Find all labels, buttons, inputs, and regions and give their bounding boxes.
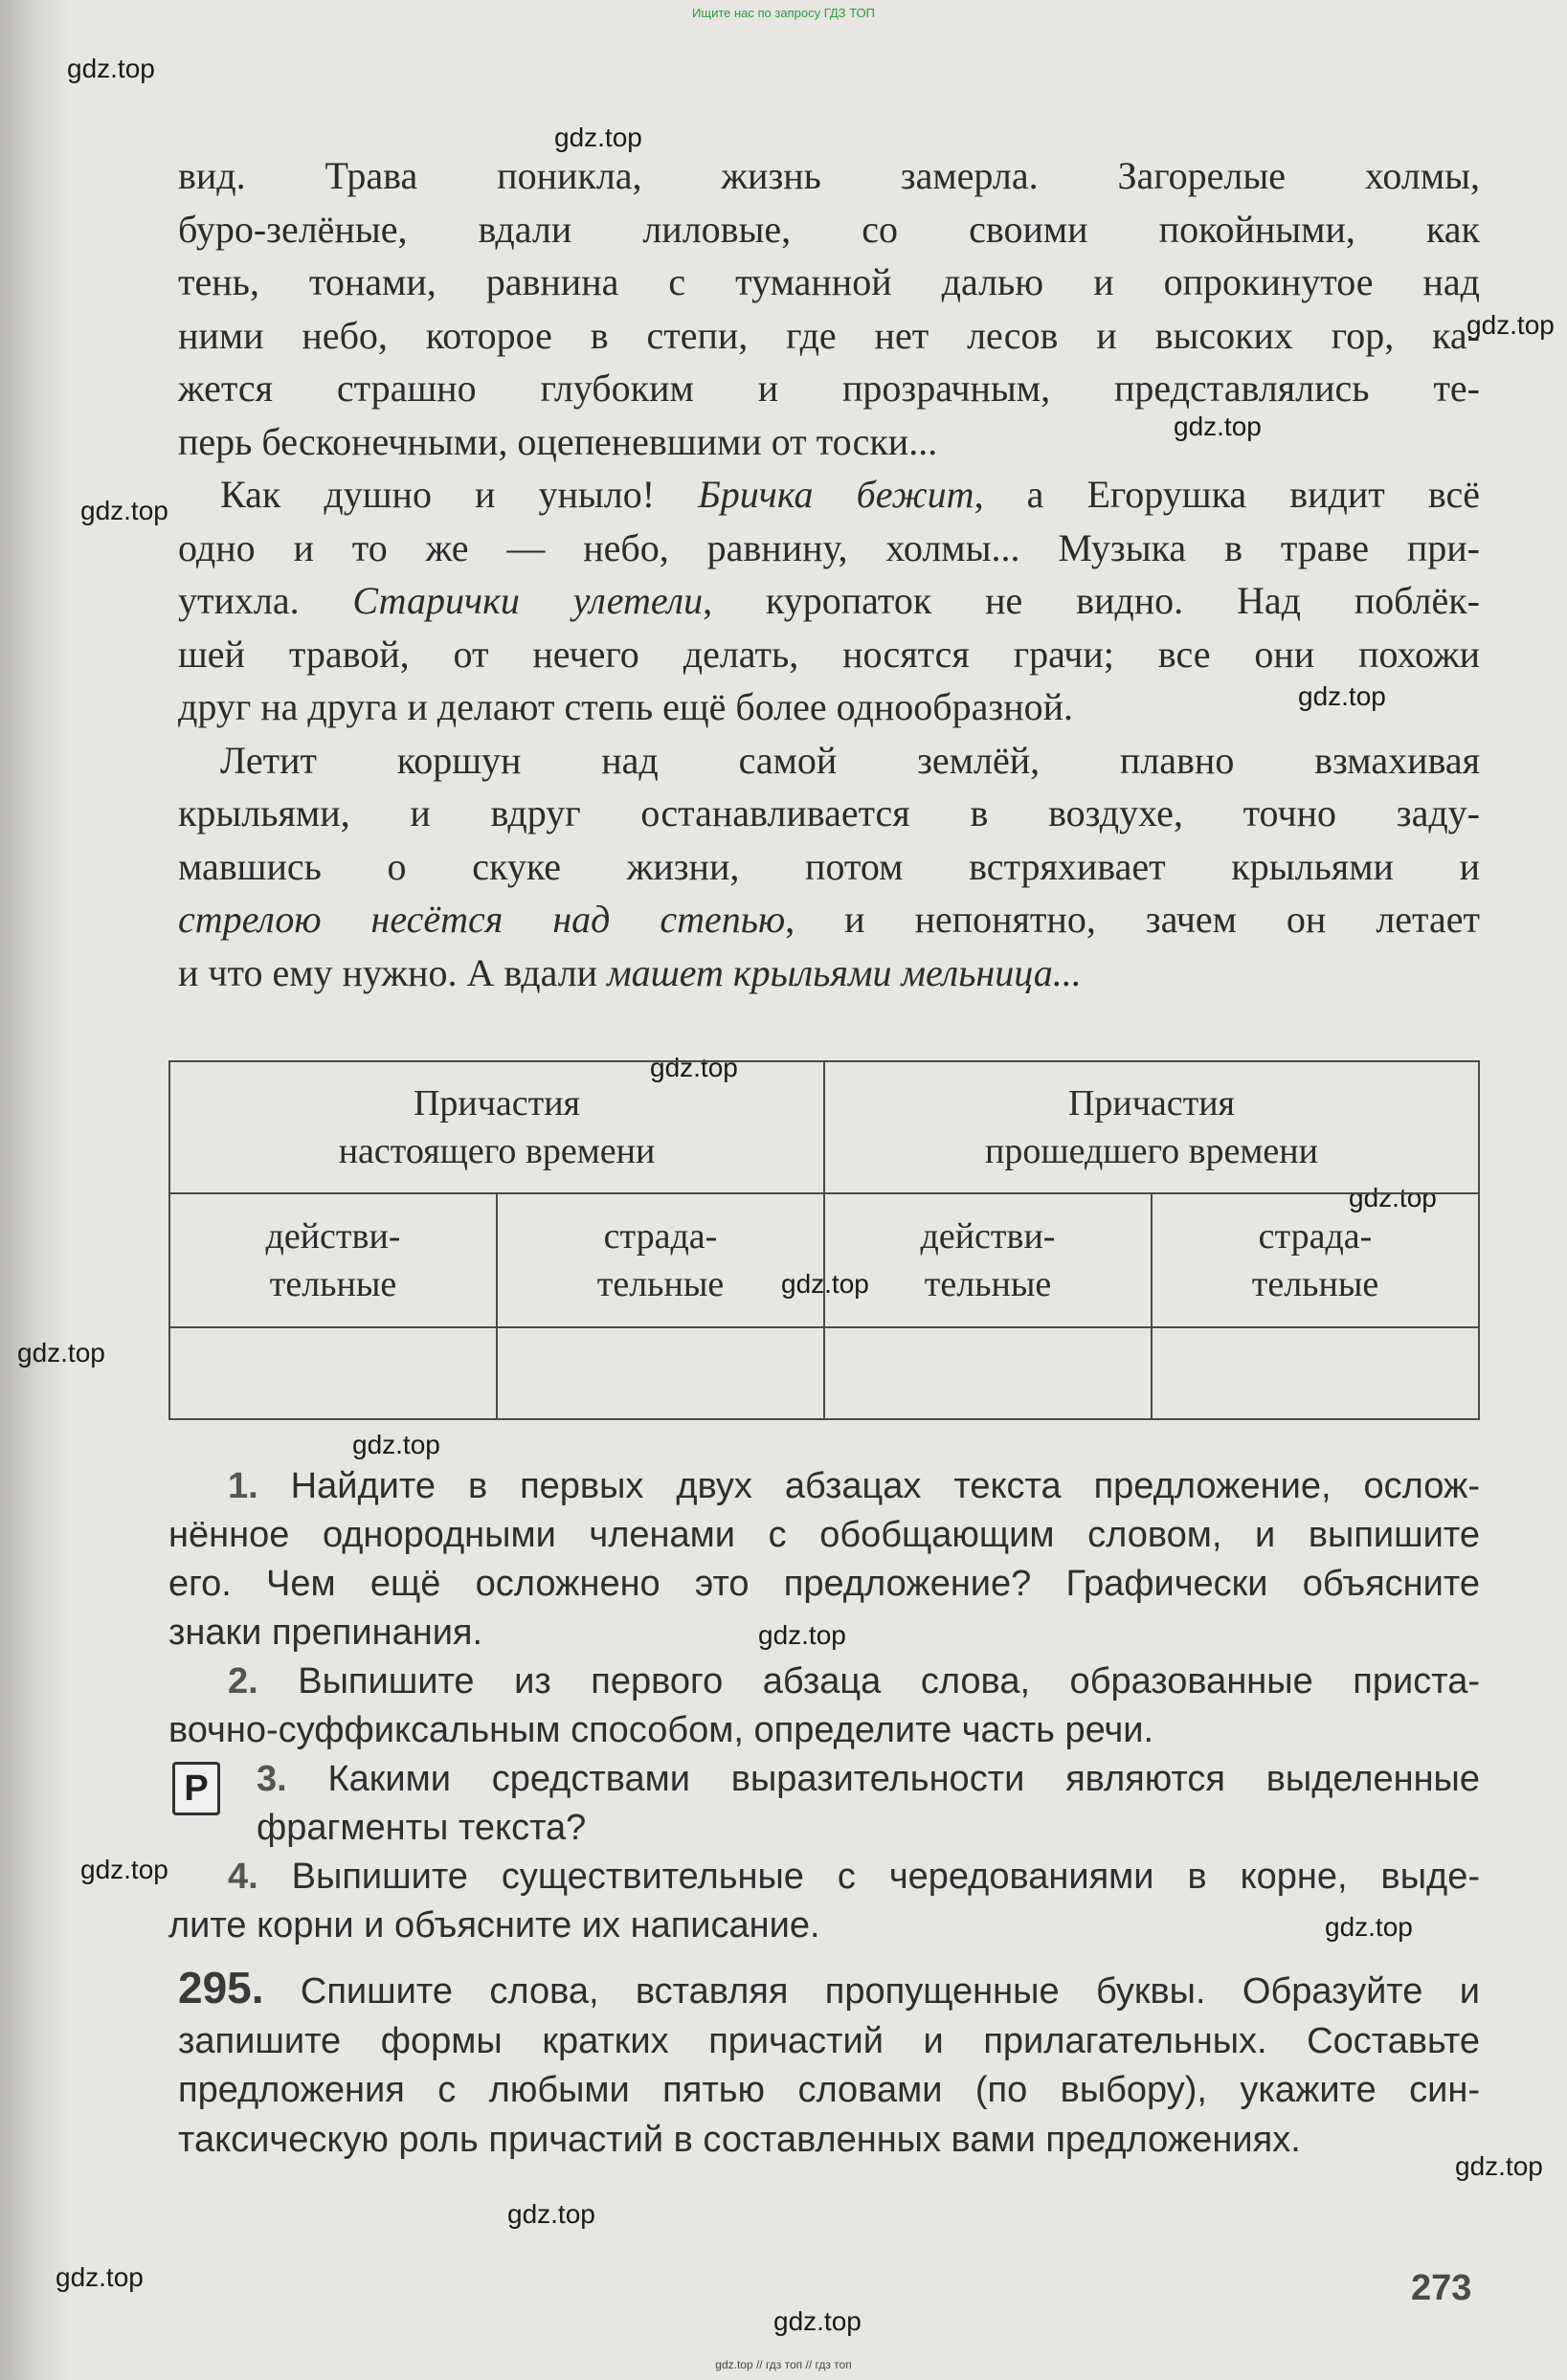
text-line: предложения с любыми пятью словами (по выбору), укажите син-	[178, 2070, 1480, 2110]
empty-cell	[824, 1327, 1152, 1419]
paragraph-1	[178, 149, 1480, 468]
watermark: gdz.top	[1455, 2151, 1543, 2181]
text-line	[168, 1462, 1480, 1511]
bottom-banner: gdz.top // гдз топ // гдз топ	[715, 2358, 852, 2371]
text-line	[178, 468, 1480, 522]
text-line: жется страшно глубоким и прозрачным, представлялись те-	[178, 367, 1480, 410]
cell-line: тельные	[269, 1264, 397, 1304]
text-line: лите корни и объясните их написание.	[168, 1905, 820, 1946]
text-run: , куропаток не видно. Над поблёк-	[703, 579, 1481, 622]
text-line: вочно-суффиксальным способом, определите часть речи.	[168, 1710, 1154, 1750]
cell-line: страда-	[603, 1216, 718, 1257]
watermark: gdz.top	[773, 2306, 862, 2336]
task-number: 3.	[257, 1759, 287, 1799]
header-line: Причастия	[413, 1083, 581, 1123]
table-header-row	[169, 1061, 1479, 1193]
watermark: gdz.top	[1466, 310, 1555, 340]
task-number: 2.	[228, 1661, 258, 1702]
text-line: Летит коршун над самой землёй, плавно взмахивая	[220, 738, 1480, 782]
cell-line: тельные	[924, 1264, 1052, 1304]
task-number: 4.	[228, 1857, 258, 1897]
cell-present-active	[169, 1193, 497, 1327]
watermark: gdz.top	[507, 2199, 595, 2229]
text-line: друг на друга и делают степь ещё более однообразной.	[178, 685, 1073, 728]
watermark: gdz.top	[67, 54, 155, 83]
text-run: Как душно и уныло!	[220, 473, 699, 516]
cell-line: действи-	[265, 1216, 401, 1257]
cell-line: страда-	[1258, 1216, 1373, 1257]
story-text	[178, 149, 1480, 999]
text-line	[168, 1853, 1480, 1902]
table-subheader-row	[169, 1193, 1479, 1327]
text-line: его. Чем ещё осложнено это предложение? Графически объясните	[168, 1564, 1480, 1604]
cell-line: тельные	[596, 1264, 725, 1304]
participles-table	[168, 1060, 1480, 1420]
text-run: Какими средствами выразительности являются выделенные	[327, 1759, 1480, 1799]
text-run: и что ему нужно. А вдали	[178, 950, 608, 994]
task-4	[168, 1853, 1480, 1950]
watermark: gdz.top	[17, 1338, 105, 1368]
paragraph-3	[178, 734, 1480, 1000]
watermark: gdz.top	[352, 1430, 440, 1459]
task-2	[168, 1657, 1480, 1755]
text-run: Выпишите из первого абзаца слова, образованные приста-	[298, 1661, 1480, 1702]
cell-past-active	[824, 1193, 1152, 1327]
watermark: gdz.top	[758, 1620, 846, 1650]
cell-line: действи-	[920, 1216, 1056, 1257]
text-line: тень, тонами, равнина с туманной далью и опрокинутое над	[178, 260, 1480, 303]
header-past-participles	[824, 1061, 1479, 1193]
text-line	[168, 1755, 1480, 1804]
page-binding-shadow	[0, 0, 69, 2380]
highlighted-fragment: Старички улетели	[352, 579, 704, 622]
text-line	[178, 893, 1480, 946]
exercise-number: 295.	[178, 1963, 264, 2013]
task-1	[168, 1462, 1480, 1657]
text-line	[178, 946, 1480, 1000]
text-line: ними небо, которое в степи, где нет лесов и высоких гор, ка-	[178, 313, 1480, 357]
text-run: , а Егорушка видит всё	[974, 473, 1480, 516]
table-empty-row	[169, 1327, 1479, 1419]
text-line	[168, 1657, 1480, 1706]
text-run: , и непонятно, зачем он летает	[785, 898, 1480, 941]
empty-cell	[169, 1327, 497, 1419]
watermark: gdz.top	[1174, 411, 1262, 441]
task-3	[168, 1755, 1480, 1853]
top-banner: Ищите нас по запросу ГДЗ ТОП	[692, 6, 875, 20]
text-run: утихла.	[178, 579, 353, 622]
text-line	[178, 574, 1480, 628]
text-line: нённое однородными членами с обобщающим словом, и выпишите	[168, 1515, 1480, 1555]
text-line: одно и то же — небо, равнину, холмы... Музыка в траве при-	[178, 525, 1480, 569]
watermark: gdz.top	[1349, 1183, 1437, 1212]
task-list	[168, 1462, 1480, 1950]
header-line: Причастия	[1067, 1083, 1236, 1123]
header-line: прошедшего времени	[985, 1131, 1318, 1171]
watermark: gdz.top	[1325, 1912, 1413, 1942]
cell-past-passive	[1152, 1193, 1479, 1327]
text-line: запишите формы кратких причастий и прилагательных. Составьте	[178, 2020, 1480, 2061]
text-run: Найдите в первых двух абзацах текста предложение, ослож-	[290, 1466, 1481, 1506]
highlighted-fragment: стрелою несётся над степью	[178, 898, 786, 941]
highlighted-fragment: Бричка бежит	[698, 473, 974, 516]
text-line: перь бесконечными, оцепеневшими от тоски...	[178, 419, 938, 463]
empty-cell	[497, 1327, 824, 1419]
watermark: gdz.top	[80, 1855, 168, 1884]
text-run: Выпишите существительные с чередованиями в корне, выде-	[291, 1857, 1480, 1897]
cell-line: тельные	[1251, 1264, 1379, 1304]
watermark: gdz.top	[554, 122, 642, 152]
paragraph-2	[178, 468, 1480, 734]
highlighted-fragment: машет крыльями мельница...	[607, 950, 1082, 994]
task-number: 1.	[228, 1466, 258, 1506]
text-line: знаки препинания.	[168, 1613, 483, 1653]
header-line: настоящего времени	[338, 1131, 656, 1171]
speech-development-badge: Р	[172, 1762, 220, 1815]
text-line: фрагменты текста?	[257, 1808, 587, 1848]
exercise-295	[178, 1964, 1480, 2165]
watermark: gdz.top	[56, 2262, 144, 2292]
empty-cell	[1152, 1327, 1479, 1419]
watermark: gdz.top	[1298, 681, 1386, 711]
watermark: gdz.top	[781, 1269, 869, 1299]
watermark: gdz.top	[80, 496, 168, 525]
text-line: мавшись о скуке жизни, потом встряхивает крыльями и	[178, 844, 1480, 888]
cell-present-passive	[497, 1193, 824, 1327]
text-run: Спишите слова, вставляя пропущенные буквы. Образуйте и	[300, 1971, 1481, 2012]
text-line: вид. Трава поникла, жизнь замерла. Загорелые холмы,	[178, 154, 1480, 197]
header-present-participles	[169, 1061, 824, 1193]
watermark: gdz.top	[650, 1053, 738, 1082]
text-line: шей травой, от нечего делать, носятся грачи; все они похожи	[178, 632, 1480, 676]
text-line	[178, 1964, 1480, 2017]
text-line: буро-зелёные, вдали лиловые, со своими покойными, как	[178, 207, 1480, 251]
page-number: 273	[1411, 2268, 1472, 2308]
text-line: таксическую роль причастий в составленных вами предложениях.	[178, 2119, 1301, 2160]
text-line: крыльями, и вдруг останавливается в воздухе, точно заду-	[178, 791, 1480, 834]
